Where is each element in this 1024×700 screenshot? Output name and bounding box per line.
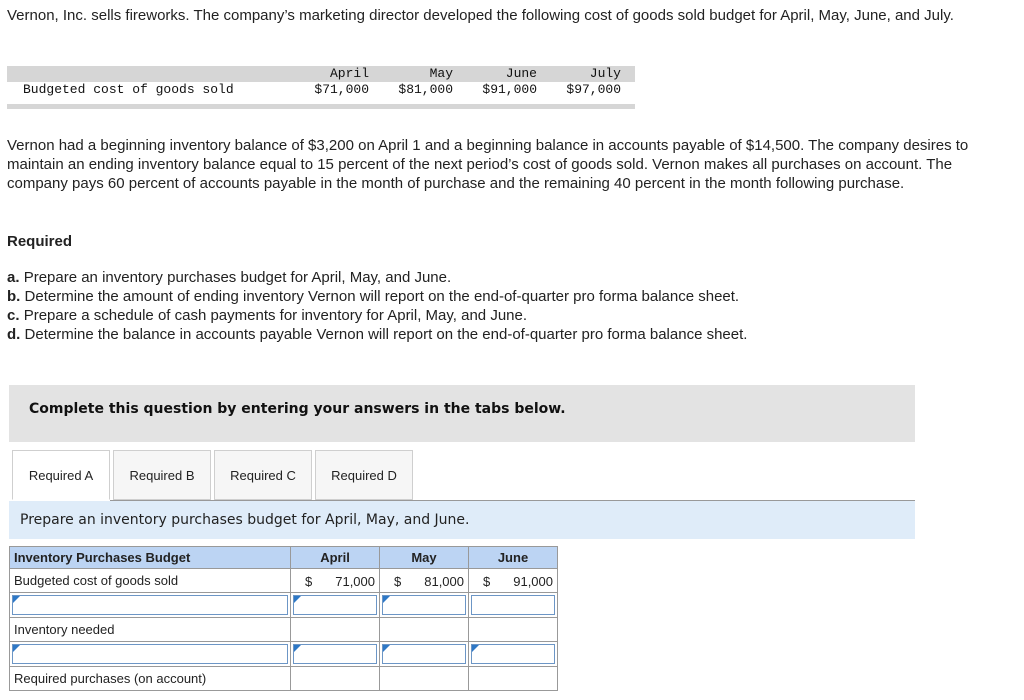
cogs-value-june: $91,000 [482, 82, 537, 97]
table-row-input [10, 593, 558, 618]
tab-required-b[interactable]: Required B [113, 450, 211, 500]
amount-input-may[interactable] [382, 595, 466, 615]
table-row-input [10, 642, 558, 667]
value-june: 91,000 [513, 574, 553, 589]
row-label-dropdown[interactable] [12, 644, 288, 664]
cell-june-required-purchases [469, 667, 558, 691]
header-june: June [469, 547, 558, 569]
cell-may-cogs [380, 569, 469, 593]
cell-april-cogs [291, 569, 380, 593]
input-cell-june [469, 593, 558, 618]
requirement-text: Prepare a schedule of cash payments for inventory for April, May, and June. [23, 307, 528, 324]
requirement-text: Prepare an inventory purchases budget for April, May, and June. [23, 269, 452, 286]
requirements-list [7, 268, 747, 344]
tab-required-c[interactable]: Required C [214, 450, 312, 500]
header-may: May [380, 547, 469, 569]
instructions-banner [9, 385, 915, 442]
cogs-month-april: April [329, 66, 369, 81]
row-label-dropdown[interactable] [12, 595, 288, 615]
cogs-table [7, 66, 635, 112]
cogs-value-may: $81,000 [398, 82, 453, 97]
cogs-value-april: $71,000 [314, 82, 369, 97]
label-input-cell [10, 642, 291, 667]
cell-may-required-purchases [380, 667, 469, 691]
row-label-inventory-needed: Inventory needed [10, 618, 291, 642]
currency-symbol: $ [483, 574, 491, 589]
amount-input-april[interactable] [293, 595, 377, 615]
label-input-cell [10, 593, 291, 618]
requirement-c [7, 306, 747, 325]
amount-input-june[interactable] [471, 595, 555, 615]
input-cell-april [291, 642, 380, 667]
table-row [10, 618, 558, 642]
amount-input-may[interactable] [382, 644, 466, 664]
currency-symbol: $ [394, 574, 402, 589]
currency-symbol: $ [305, 574, 313, 589]
input-marker-icon [383, 596, 390, 603]
input-marker-icon [383, 645, 390, 652]
input-cell-april [291, 593, 380, 618]
banner-text: Complete this question by entering your answers in the tabs below. [29, 401, 566, 417]
requirement-text: Determine the balance in accounts payable Vernon will report on the end-of-quarter pro forma balance sheet. [24, 326, 748, 343]
input-cell-may [380, 593, 469, 618]
cogs-month-may: May [429, 66, 453, 81]
requirement-letter: c. [7, 307, 20, 324]
tab-required-a[interactable]: Required A [12, 450, 110, 500]
cell-april-required-purchases [291, 667, 380, 691]
problem-body: Vernon had a beginning inventory balance of $3,200 on April 1 and a beginning balance in accounts payable of $14,500. The company desires to maintain an ending inventory balance equal to 15 percent of the next period’s cost of goods sold. Vernon makes all purchases on account. The company pays 60 percent of accounts payable in the month of purchase and the remaining 40 percent in the month following purchase. [7, 137, 969, 192]
amount-input-april[interactable] [293, 644, 377, 664]
input-marker-icon [294, 596, 301, 603]
value-may: 81,000 [424, 574, 464, 589]
input-cell-june [469, 642, 558, 667]
requirement-d [7, 325, 747, 344]
dropdown-marker-icon [13, 596, 20, 603]
requirement-text: Determine the amount of ending inventory Vernon will report on the end-of-quarter pro forma balance sheet. [24, 288, 740, 305]
tab-instruction [9, 501, 915, 539]
table-row [10, 667, 558, 691]
tab-required-d[interactable]: Required D [315, 450, 413, 500]
row-label-required-purchases: Required purchases (on account) [10, 667, 291, 691]
table-header-row [10, 547, 558, 569]
dropdown-marker-icon [13, 645, 20, 652]
intro-text: Vernon, Inc. sells fireworks. The company’s marketing director developed the following cost of goods sold budget for April, May, June, and July. [7, 7, 954, 24]
required-heading: Required [7, 233, 73, 250]
header-april: April [291, 547, 380, 569]
requirement-a [7, 268, 747, 287]
table-row [10, 569, 558, 593]
requirement-letter: a. [7, 269, 20, 286]
input-marker-icon [472, 645, 479, 652]
input-cell-may [380, 642, 469, 667]
purchases-budget-table [9, 546, 558, 691]
cell-june-inventory-needed [469, 618, 558, 642]
cogs-label: Budgeted cost of goods sold [23, 82, 234, 97]
cell-april-inventory-needed [291, 618, 380, 642]
cogs-month-july: July [589, 66, 621, 81]
cogs-value-july: $97,000 [566, 82, 621, 97]
row-label-cogs: Budgeted cost of goods sold [10, 569, 291, 593]
requirement-letter: b. [7, 288, 21, 305]
instruction-text: Prepare an inventory purchases budget for April, May, and June. [20, 512, 470, 528]
cell-june-cogs [469, 569, 558, 593]
input-marker-icon [294, 645, 301, 652]
cogs-bottom-rule [7, 104, 635, 109]
cogs-month-june: June [505, 66, 537, 81]
amount-input-june[interactable] [471, 644, 555, 664]
header-title: Inventory Purchases Budget [10, 547, 291, 569]
requirement-b [7, 287, 747, 306]
value-april: 71,000 [335, 574, 375, 589]
cell-may-inventory-needed [380, 618, 469, 642]
requirement-letter: d. [7, 326, 21, 343]
